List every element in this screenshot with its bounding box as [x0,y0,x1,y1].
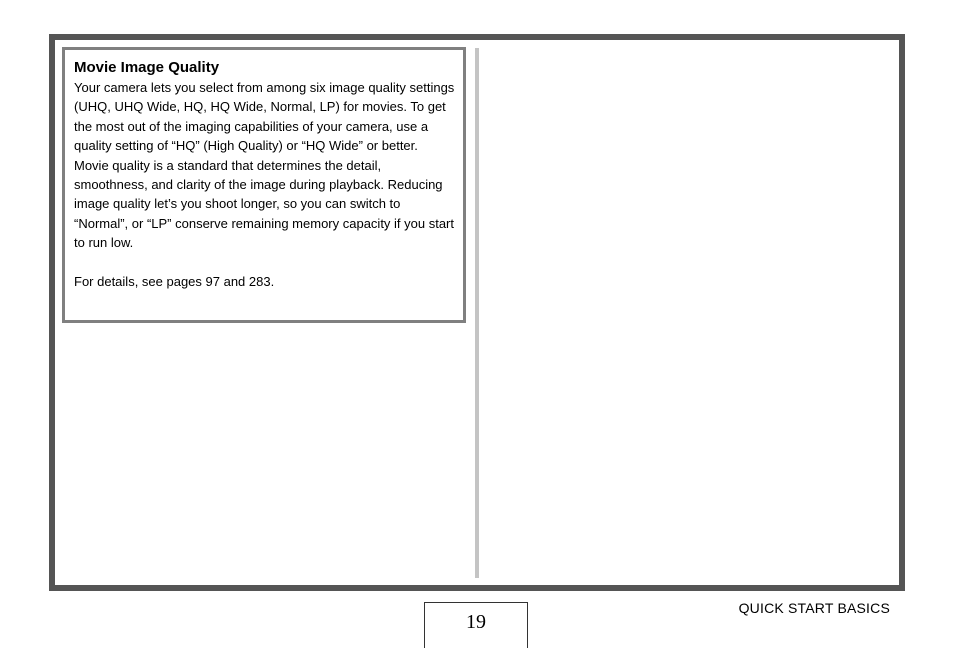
section-label: QUICK START BASICS [738,600,890,616]
page-frame [49,34,905,591]
paragraph-spacer [74,253,455,272]
note-title: Movie Image Quality [74,59,220,76]
note-reference: For details, see pages 97 and 283. [74,273,275,289]
note-paragraph: Movie quality is a standard that determines the detail, smoothness, and clarity of the image during playback. Reducing image quality let’s you shoot longer, so you can switch to “Normal”, or “LP” conserve remaining memory capacity if you start to run low. [74,157,455,251]
note-paragraph: Your camera lets you select from among six image quality settings (UHQ, UHQ Wide, HQ, HQ Wide, Normal, LP) for movies. To get the most out of the imaging capabilities of your camera, use a quality setting of “HQ” (High Quality) or “HQ Wide” or better. [74,80,455,154]
page-number: 19 [424,602,528,648]
note-box [62,47,466,323]
column-divider [475,48,479,578]
